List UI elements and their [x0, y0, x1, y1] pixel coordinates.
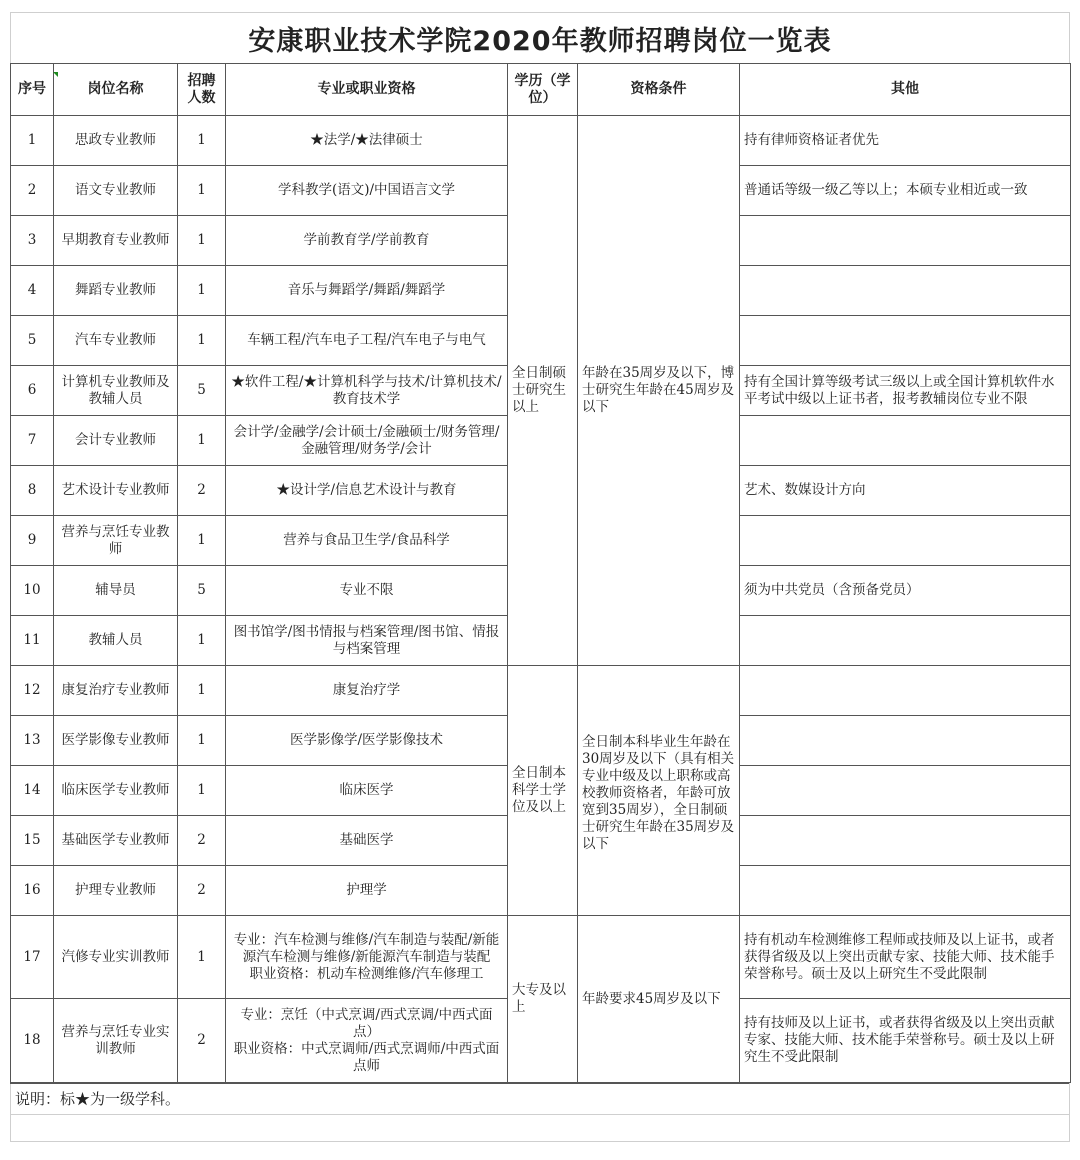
cell-count: 1: [178, 316, 226, 366]
cell-qualification: 年龄要求45周岁及以下: [578, 916, 740, 1083]
cell-position: 会计专业教师: [54, 416, 178, 466]
cell-other: [740, 216, 1071, 266]
cell-count: 5: [178, 566, 226, 616]
cell-count: 1: [178, 266, 226, 316]
cell-major: 会计学/金融学/会计硕士/金融硕士/财务管理/金融管理/财务学/会计: [226, 416, 508, 466]
cell-major: 音乐与舞蹈学/舞蹈/舞蹈学: [226, 266, 508, 316]
recruitment-sheet: [10, 12, 1070, 1142]
cell-other: 须为中共党员（含预备党员）: [740, 566, 1071, 616]
sheet-title: 安康职业技术学院2020年教师招聘岗位一览表: [10, 12, 1070, 63]
cell-major: 康复治疗学: [226, 666, 508, 716]
cell-other: [740, 666, 1071, 716]
cell-position: 营养与烹饪专业教师: [54, 516, 178, 566]
cell-major: 学前教育学/学前教育: [226, 216, 508, 266]
recruitment-table: [10, 63, 1071, 1083]
header-position: 岗位名称: [54, 64, 178, 116]
cell-position: 汽车专业教师: [54, 316, 178, 366]
comment-marker-icon: [53, 72, 58, 77]
cell-no: 12: [11, 666, 54, 716]
cell-other: [740, 766, 1071, 816]
cell-other: [740, 616, 1071, 666]
cell-other: [740, 266, 1071, 316]
table-body: [11, 116, 1071, 1083]
header-no: 序号: [11, 64, 54, 116]
cell-major: 基础医学: [226, 816, 508, 866]
cell-no: 4: [11, 266, 54, 316]
cell-no: 16: [11, 866, 54, 916]
cell-position: 计算机专业教师及教辅人员: [54, 366, 178, 416]
cell-qualification: 全日制本科毕业生年龄在30周岁及以下（具有相关专业中级及以上职称或高校教师资格者，年龄可放宽到35周岁），全日制硕士研究生年龄在35周岁及以下: [578, 666, 740, 916]
cell-no: 13: [11, 716, 54, 766]
cell-position: 语文专业教师: [54, 166, 178, 216]
cell-position: 医学影像专业教师: [54, 716, 178, 766]
cell-qualification: 年龄在35周岁及以下，博士研究生年龄在45周岁及以下: [578, 116, 740, 666]
blank-row: [11, 1115, 1070, 1142]
cell-major: 营养与食品卫生学/食品科学: [226, 516, 508, 566]
cell-no: 6: [11, 366, 54, 416]
cell-position: 护理专业教师: [54, 866, 178, 916]
cell-major: 临床医学: [226, 766, 508, 816]
cell-degree: 全日制本科学士学位及以上: [508, 666, 578, 916]
cell-position: 舞蹈专业教师: [54, 266, 178, 316]
cell-count: 1: [178, 616, 226, 666]
table-row: [11, 666, 1071, 716]
table-row: [11, 116, 1071, 166]
cell-other: 持有技师及以上证书，或者获得省级及以上突出贡献专家、技能大师、技术能手荣誉称号。硕士及以上研究生不受此限制: [740, 999, 1071, 1083]
cell-count: 1: [178, 116, 226, 166]
cell-count: 1: [178, 516, 226, 566]
cell-no: 18: [11, 999, 54, 1083]
cell-other: [740, 816, 1071, 866]
note-table: [10, 1083, 1070, 1142]
cell-degree: 大专及以上: [508, 916, 578, 1083]
cell-no: 17: [11, 916, 54, 999]
cell-position: 早期教育专业教师: [54, 216, 178, 266]
cell-count: 1: [178, 666, 226, 716]
cell-major: 车辆工程/汽车电子工程/汽车电子与电气: [226, 316, 508, 366]
cell-other: 持有机动车检测维修工程师或技师及以上证书，或者获得省级及以上突出贡献专家、技能大师、技术能手荣誉称号。硕士及以上研究生不受此限制: [740, 916, 1071, 999]
cell-other: 持有全国计算等级考试三级以上或全国计算机软件水平考试中级以上证书者，报考教辅岗位专业不限: [740, 366, 1071, 416]
cell-count: 1: [178, 766, 226, 816]
cell-count: 2: [178, 466, 226, 516]
cell-position: 辅导员: [54, 566, 178, 616]
cell-no: 9: [11, 516, 54, 566]
header-other: 其他: [740, 64, 1071, 116]
cell-no: 2: [11, 166, 54, 216]
cell-other: 艺术、数媒设计方向: [740, 466, 1071, 516]
cell-count: 1: [178, 916, 226, 999]
cell-other: 普通话等级一级乙等以上；本硕专业相近或一致: [740, 166, 1071, 216]
cell-no: 8: [11, 466, 54, 516]
header-major: 专业或职业资格: [226, 64, 508, 116]
cell-no: 1: [11, 116, 54, 166]
cell-position: 临床医学专业教师: [54, 766, 178, 816]
cell-position: 康复治疗专业教师: [54, 666, 178, 716]
cell-major: 专业：烹饪（中式烹调/西式烹调/中西式面点） 职业资格：中式烹调师/西式烹调师/中西式面点师: [226, 999, 508, 1083]
cell-other: [740, 316, 1071, 366]
cell-no: 5: [11, 316, 54, 366]
cell-major: ★设计学/信息艺术设计与教育: [226, 466, 508, 516]
cell-count: 1: [178, 716, 226, 766]
cell-no: 10: [11, 566, 54, 616]
cell-no: 15: [11, 816, 54, 866]
cell-count: 1: [178, 166, 226, 216]
header-degree: 学历（学位）: [508, 64, 578, 116]
cell-no: 3: [11, 216, 54, 266]
cell-degree: 全日制硕士研究生以上: [508, 116, 578, 666]
cell-position: 汽修专业实训教师: [54, 916, 178, 999]
footnote: 说明：标★为一级学科。: [11, 1084, 1070, 1115]
cell-count: 2: [178, 816, 226, 866]
cell-other: [740, 716, 1071, 766]
cell-position: 营养与烹饪专业实训教师: [54, 999, 178, 1083]
header-row: [11, 64, 1071, 116]
cell-major: 学科教学(语文)/中国语言文学: [226, 166, 508, 216]
cell-position: 思政专业教师: [54, 116, 178, 166]
cell-major: 专业：汽车检测与维修/汽车制造与装配/新能源汽车检测与维修/新能源汽车制造与装配 职业资格：机动车检测维修/汽车修理工: [226, 916, 508, 999]
cell-count: 2: [178, 999, 226, 1083]
cell-major: ★法学/★法律硕士: [226, 116, 508, 166]
cell-position: 基础医学专业教师: [54, 816, 178, 866]
cell-no: 11: [11, 616, 54, 666]
cell-other: 持有律师资格证者优先: [740, 116, 1071, 166]
cell-major: ★软件工程/★计算机科学与技术/计算机技术/教育技术学: [226, 366, 508, 416]
cell-other: [740, 516, 1071, 566]
cell-major: 专业不限: [226, 566, 508, 616]
header-count: 招聘人数: [178, 64, 226, 116]
cell-no: 14: [11, 766, 54, 816]
cell-no: 7: [11, 416, 54, 466]
cell-count: 1: [178, 416, 226, 466]
cell-major: 护理学: [226, 866, 508, 916]
cell-other: [740, 416, 1071, 466]
cell-count: 1: [178, 216, 226, 266]
cell-position: 艺术设计专业教师: [54, 466, 178, 516]
table-row: [11, 916, 1071, 999]
cell-major: 图书馆学/图书情报与档案管理/图书馆、情报与档案管理: [226, 616, 508, 666]
header-qualification: 资格条件: [578, 64, 740, 116]
cell-count: 5: [178, 366, 226, 416]
cell-other: [740, 866, 1071, 916]
cell-major: 医学影像学/医学影像技术: [226, 716, 508, 766]
cell-count: 2: [178, 866, 226, 916]
cell-position: 教辅人员: [54, 616, 178, 666]
